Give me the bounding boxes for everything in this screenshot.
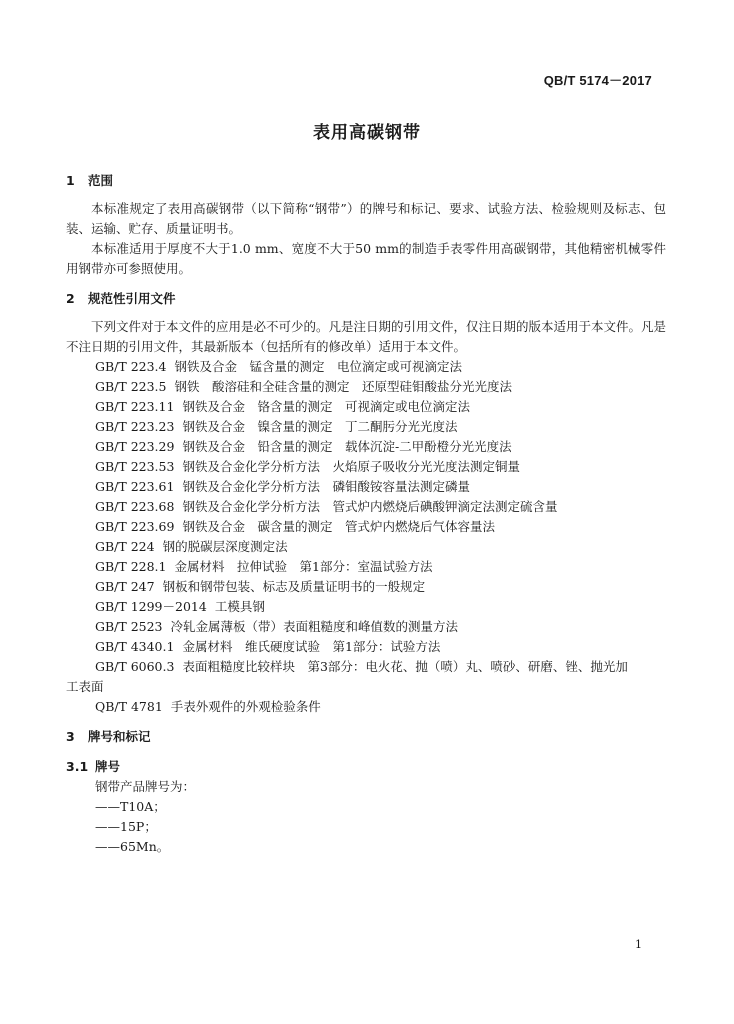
grade-item: ——T10A；: [95, 799, 166, 814]
reference-item: [66, 397, 666, 417]
section-title: 规范性引用文件: [88, 291, 176, 306]
reference-code: GB/T 2523: [95, 619, 163, 634]
reference-title: 钢铁及合金 锰含量的测定 电位滴定或可视滴定法: [174, 359, 462, 374]
reference-item: [66, 557, 666, 577]
reference-item: [66, 517, 666, 537]
reference-title: 钢板和钢带包装、标志及质量证明书的一般规定: [162, 579, 426, 594]
reference-code: GB/T 223.53: [95, 459, 175, 474]
reference-item: [66, 377, 666, 397]
reference-title: 钢的脱碳层深度测定法: [162, 539, 288, 554]
reference-title: 冷轧金属薄板（带）表面粗糙度和峰值数的测量方法: [170, 619, 459, 634]
reference-code: GB/T 223.68: [95, 499, 175, 514]
reference-code: GB/T 247: [95, 579, 155, 594]
reference-item: [66, 437, 666, 457]
reference-title: 手表外观件的外观检验条件: [170, 699, 321, 714]
reference-code: GB/T 223.69: [95, 519, 175, 534]
reference-item: [66, 657, 666, 677]
references-intro: 下列文件对于本文件的应用是必不可少的。凡是注日期的引用文件，仅注日期的版本适用于本文件。凡是不注日期的引用文件，其最新版本（包括所有的修改单）适用于本文件。: [66, 319, 667, 354]
page-number: 1: [635, 938, 642, 951]
reference-title: 金属材料 拉伸试验 第1部分：室温试验方法: [174, 559, 433, 574]
reference-item: [66, 417, 666, 437]
document-title: 表用高碳钢带: [313, 123, 421, 143]
reference-title: 钢铁及合金化学分析方法 火焰原子吸收分光光度法测定铜量: [182, 459, 520, 474]
reference-code: GB/T 228.1: [95, 559, 167, 574]
subsection-title: 牌号: [95, 759, 121, 774]
reference-title: 表面粗糙度比较样块 第3部分：电火花、抛（喷）丸、喷砂、研磨、锉、抛光加: [182, 659, 628, 674]
reference-title: 金属材料 维氏硬度试验 第1部分：试验方法: [182, 639, 441, 654]
reference-code: GB/T 223.23: [95, 419, 175, 434]
reference-code: GB/T 223.5: [95, 379, 167, 394]
document-body: [66, 171, 666, 857]
reference-code: GB/T 1299－2014: [95, 599, 207, 614]
reference-code: GB/T 4340.1: [95, 639, 175, 654]
document-code: QB/T 5174－2017: [543, 73, 652, 88]
reference-title: 钢铁 酸溶硅和全硅含量的测定 还原型硅钼酸盐分光光度法: [174, 379, 512, 394]
reference-title: 钢铁及合金化学分析方法 磷钼酸铵容量法测定磷量: [182, 479, 470, 494]
reference-title-continuation: 工表面: [66, 679, 104, 694]
reference-item: [66, 457, 666, 477]
reference-code: GB/T 224: [95, 539, 155, 554]
scope-paragraph-1: 本标准规定了表用高碳钢带（以下简称“钢带”）的牌号和标记、要求、试验方法、检验规则及标志、包装、运输、贮存、质量证明书。: [66, 201, 666, 236]
section-title: 牌号和标记: [88, 729, 151, 744]
reference-title: 工模具钢: [214, 599, 265, 614]
reference-code: GB/T 223.29: [95, 439, 175, 454]
reference-title: 钢铁及合金 碳含量的测定 管式炉内燃烧后气体容量法: [182, 519, 495, 534]
reference-item: [66, 497, 666, 517]
reference-item: [66, 537, 666, 557]
reference-item: [66, 577, 666, 597]
section-number: 1: [66, 173, 75, 188]
reference-list: [66, 357, 666, 717]
reference-title: 钢铁及合金 铬含量的测定 可视滴定或电位滴定法: [182, 399, 470, 414]
reference-code: GB/T 223.61: [95, 479, 175, 494]
reference-title: 钢铁及合金化学分析方法 管式炉内燃烧后碘酸钾滴定法测定硫含量: [182, 499, 558, 514]
reference-code: GB/T 223.4: [95, 359, 167, 374]
grade-item: ——65Mn。: [95, 839, 170, 854]
section-1-heading: [66, 171, 666, 191]
reference-title: 钢铁及合金 镍含量的测定 丁二酮肟分光光度法: [182, 419, 458, 434]
reference-item: [66, 637, 666, 657]
subsection-number: 3.1: [66, 759, 89, 774]
reference-item: [66, 357, 666, 377]
reference-item: [66, 617, 666, 637]
scope-paragraph-2: 本标准适用于厚度不大于1.0 mm、宽度不大于50 mm的制造手表零件用高碳钢带，其他精密机械零件用钢带亦可参照使用。: [66, 241, 666, 276]
reference-title: 钢铁及合金 铅含量的测定 载体沉淀-二甲酚橙分光光度法: [182, 439, 512, 454]
section-number: 3: [66, 729, 75, 744]
grade-item: ——15P；: [95, 819, 157, 834]
reference-code: GB/T 6060.3: [95, 659, 175, 674]
reference-item: [66, 697, 666, 717]
grades-intro: 钢带产品牌号为：: [95, 779, 196, 794]
reference-code: QB/T 4781: [95, 699, 163, 714]
section-3-heading: [66, 727, 666, 747]
section-title: 范围: [88, 173, 114, 188]
subsection-3-1-heading: [66, 757, 666, 777]
reference-code: GB/T 223.11: [95, 399, 175, 414]
section-2-heading: [66, 289, 666, 309]
reference-item: [66, 597, 666, 617]
section-number: 2: [66, 291, 75, 306]
reference-item: [66, 477, 666, 497]
